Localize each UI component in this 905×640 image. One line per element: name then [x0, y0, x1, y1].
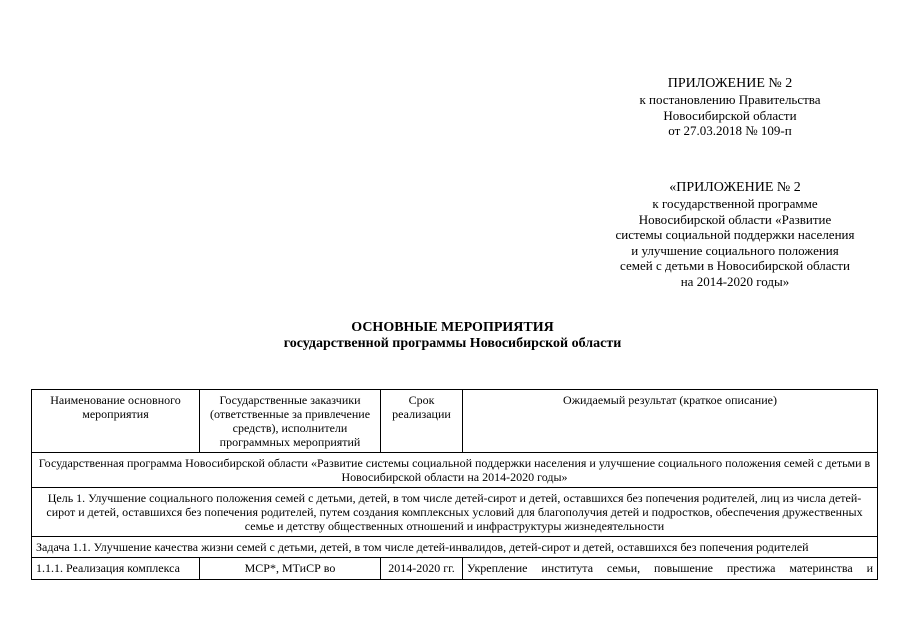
header-expected-result: Ожидаемый результат (краткое описание)	[463, 390, 878, 453]
table-header-row	[32, 390, 878, 453]
event-period-cell: 2014-2020 гг.	[381, 558, 463, 580]
task-cell: Задача 1.1. Улучшение качества жизни семей с детьми, детей, в том числе детей-инвалидов, детей-сирот и детей, оставшихся без попечения родителей	[32, 537, 878, 558]
program-cell: Государственная программа Новосибирской области «Развитие системы социальной поддержки населения и улучшение социального положения семей с детьми в Новосибирской области на 2014-2020 годы»	[32, 453, 878, 488]
appendix-title: «ПРИЛОЖЕНИЕ № 2	[669, 180, 801, 195]
appendix-line: и улучшение социального положения	[631, 242, 839, 258]
main-events-table	[31, 389, 878, 580]
appendix-line: к постановлению Правительства	[639, 92, 821, 107]
goal-cell: Цель 1. Улучшение социального положения семей с детьми, детей, в том числе детей-сирот и детей, оставшихся без попечения родителей, лиц из числа детей-сирот и детей, оставшихся без попечения родителей, путем создания комплексных условий для благополучия детей и подростков, обеспечения дружественных семье и детству общественных отношений и инфраструктуры жизнедеятельности	[32, 488, 878, 537]
table-row	[32, 558, 878, 580]
appendix-line: Новосибирской области	[663, 107, 797, 123]
appendix-line: Новосибирской области «Развитие	[638, 211, 832, 227]
appendix-line: системы социальной поддержки населения	[615, 227, 855, 242]
event-customers-cell: МСР*, МТиСР во	[200, 558, 381, 580]
event-name-cell: 1.1.1. Реализация комплекса	[32, 558, 200, 580]
appendix-program-header	[590, 180, 880, 289]
header-period: Срок реализации	[381, 390, 463, 453]
appendix-line: на 2014-2020 годы»	[680, 273, 790, 289]
appendix-line: семей с детьми в Новосибирской области	[620, 258, 850, 273]
goal-row	[32, 488, 878, 537]
program-row	[32, 453, 878, 488]
appendix-title: ПРИЛОЖЕНИЕ № 2	[667, 76, 793, 91]
appendix-resolution-header	[625, 76, 835, 139]
header-event-name: Наименование основного мероприятия	[32, 390, 200, 453]
event-result-cell: Укрепление института семьи, повышение престижа материнства и	[463, 558, 878, 580]
task-row	[32, 537, 878, 558]
document-title	[0, 320, 905, 352]
header-customers: Государственные заказчики (ответственные за привлечение средств), исполнители программных мероприятий	[200, 390, 381, 453]
appendix-line: от 27.03.2018 № 109-п	[668, 123, 792, 138]
document-subtitle-line: государственной программы Новосибирской области	[283, 336, 622, 351]
appendix-line: к государственной программе	[652, 196, 818, 211]
document-title-line: ОСНОВНЫЕ МЕРОПРИЯТИЯ	[351, 320, 554, 335]
